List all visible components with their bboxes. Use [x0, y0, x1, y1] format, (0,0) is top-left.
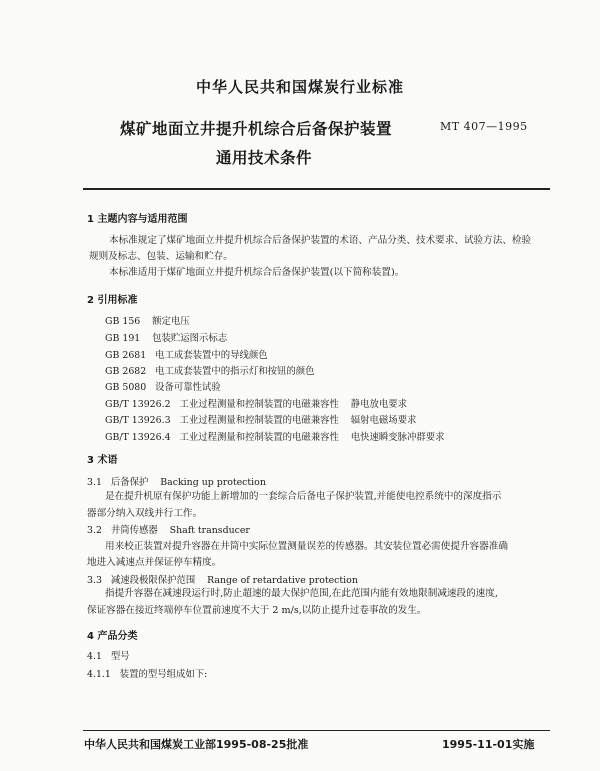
- reference-item: GB 2681 电工成套装置中的导线颜色: [105, 350, 268, 361]
- subsection-4-1: 4.1 型号: [87, 651, 130, 662]
- implementation-date: 1995-11-01实施: [442, 738, 535, 751]
- standard-title-line1: 煤矿地面立井提升机综合后备保护装置: [120, 120, 393, 138]
- subsection-4-1-1: 4.1.1 装置的型号组成如下:: [87, 669, 208, 680]
- reference-item: GB/T 13926.2 工业过程测量和控制装置的电磁兼容性 静电放电要求: [105, 399, 408, 410]
- reference-item: GB 2682 电工成套装置中的指示灯和按钮的颜色: [105, 366, 315, 377]
- standard-title-line2: 通用技术条件: [216, 149, 313, 167]
- header-rule: [83, 188, 550, 190]
- reference-item: GB/T 13926.3 工业过程测量和控制装置的电磁兼容性 辐射电磁场要求: [105, 415, 417, 426]
- section-3-heading: 3 术语: [87, 455, 118, 466]
- term-3-1-heading: 3.1 后备保护 Backing up protection: [87, 477, 266, 488]
- footer-rule: [83, 730, 550, 731]
- term-3-2-line2: 地进入减速点并保证停车精度。: [87, 557, 222, 568]
- term-3-3-line1: 指提升容器在减速段运行时,防止超速的最大保护范围,在此范围内能有效地限制减速段的速度,: [105, 588, 498, 599]
- section-1-para2: 本标准适用于煤矿地面立井提升机综合后备保护装置(以下简称装置)。: [109, 267, 405, 278]
- approval-line: 中华人民共和国煤炭工业部1995-08-25批准: [84, 738, 309, 751]
- section-4-heading: 4 产品分类: [87, 631, 138, 642]
- reference-item: GB 156 额定电压: [105, 316, 190, 327]
- reference-item: GB 191 包装贮运图示标志: [105, 333, 228, 344]
- term-3-1-line2: 器部分纳入双线并行工作。: [87, 508, 203, 519]
- section-2-heading: 2 引用标准: [87, 295, 138, 306]
- term-3-3-heading: 3.3 减速段极限保护范围 Range of retardative protection: [87, 575, 358, 586]
- section-1-para1-line2: 规则及标志、包装、运输和贮存。: [89, 251, 233, 262]
- industry-standard-heading: 中华人民共和国煤炭行业标准: [195, 78, 404, 96]
- term-3-1-line1: 是在提升机原有保护功能上新增加的一套综合后备电子保护装置,并能使电控系统中的深度指示: [105, 491, 502, 502]
- section-1-heading: 1 主题内容与适用范围: [87, 214, 188, 225]
- reference-item: GB/T 13926.4 工业过程测量和控制装置的电磁兼容性 电快速瞬变脉冲群要求: [105, 432, 445, 443]
- term-3-2-heading: 3.2 井筒传感器 Shaft transducer: [87, 525, 250, 536]
- section-1-para1-line1: 本标准规定了煤矿地面立井提升机综合后备保护装置的术语、产品分类、技术要求、试验方法、检验: [109, 235, 532, 246]
- term-3-2-line1: 用来校正装置对提升容器在井筒中实际位置测量误差的传感器。其安装位置必需使提升容器准确: [105, 541, 508, 552]
- term-3-3-line2: 保证容器在接近终端停车位置前速度不大于 2 m/s,以防止提升过卷事故的发生。: [87, 605, 427, 616]
- reference-item: GB 5080 设备可靠性试验: [105, 382, 221, 393]
- standard-number: MT 407—1995: [440, 120, 528, 133]
